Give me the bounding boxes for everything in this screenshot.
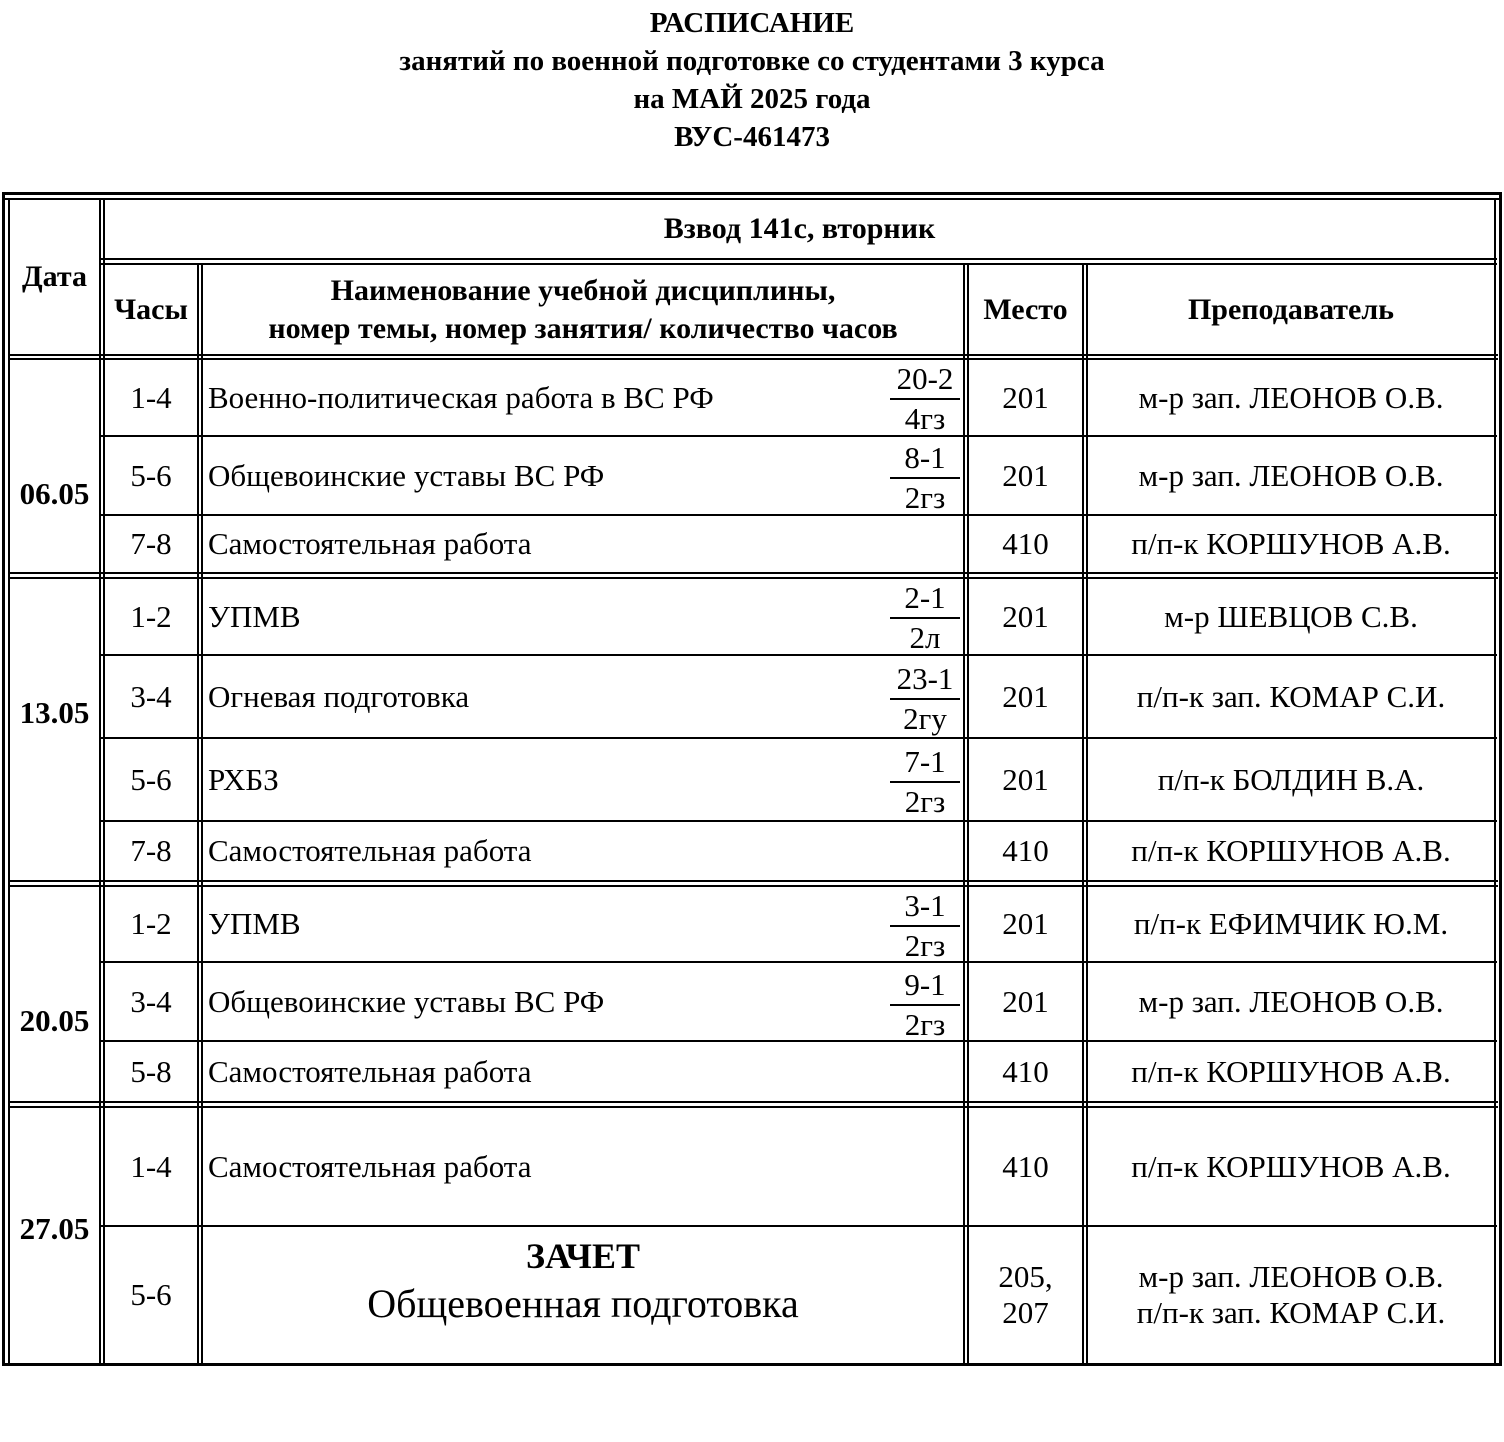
table-border — [201, 263, 203, 1363]
topic-number: 20-2 — [890, 360, 960, 400]
teacher-line-2: п/п-к зап. КОМАР С.И. — [1136, 1295, 1446, 1330]
table-border — [963, 263, 965, 1363]
subject-cell: Самостоятельная работа — [208, 1148, 532, 1184]
column-header-subject-line-2: номер темы, номер занятия/ количество часов — [268, 311, 898, 345]
room-cell: 410 — [1002, 833, 1049, 868]
column-header-date: Дата — [22, 260, 87, 293]
table-border — [2, 192, 5, 1366]
teacher-line-1: м-р зап. ЛЕОНОВ О.В. — [1138, 1259, 1444, 1294]
lesson-kind: 2гз — [904, 1007, 946, 1042]
room-cell: 201 — [1002, 379, 1049, 415]
date-cell: 27.05 — [19, 1210, 90, 1246]
table-border — [2, 1363, 1502, 1366]
teacher-cell — [1088, 1227, 1494, 1363]
topic-number: 2-1 — [890, 579, 960, 619]
hours-cell: 1-2 — [130, 598, 172, 634]
title-line-2: занятий по военной подготовке со студентами 3 курса — [399, 45, 1105, 77]
hours-cell: 5-6 — [130, 1277, 172, 1312]
teacher-cell: п/п-к зап. КОМАР С.И. — [1136, 678, 1446, 714]
exam-subject: Общевоенная подготовка — [367, 1281, 799, 1326]
hours-cell: 5-6 — [130, 457, 172, 493]
title-line-4: ВУС-461473 — [674, 121, 830, 153]
table-border — [197, 263, 199, 1363]
subject-cell: Огневая подготовка — [208, 678, 470, 714]
room-line-2: 207 — [1002, 1295, 1049, 1330]
hours-cell: 7-8 — [130, 526, 172, 561]
column-header-subject-line-1: Наименование учебной дисциплины, — [330, 273, 836, 307]
room-cell: 201 — [1002, 678, 1049, 714]
hours-cell: 3-4 — [130, 678, 172, 714]
title-line-1: РАСПИСАНИЕ — [649, 7, 855, 39]
teacher-cell: м-р зап. ЛЕОНОВ О.В. — [1138, 983, 1444, 1019]
date-cell: 20.05 — [19, 1003, 90, 1038]
column-header-subject — [203, 265, 963, 354]
teacher-cell: п/п-к ЕФИМЧИК Ю.М. — [1133, 906, 1449, 941]
topic-fraction — [890, 660, 960, 738]
subject-cell: Самостоятельная работа — [208, 833, 532, 868]
topic-number: 23-1 — [890, 660, 960, 700]
hours-cell: 5-6 — [130, 761, 172, 797]
teacher-cell: п/п-к БОЛДИН В.А. — [1157, 761, 1425, 797]
date-cell: 06.05 — [19, 476, 90, 511]
exam-cell — [203, 1227, 963, 1363]
topic-fraction — [890, 579, 960, 657]
date-cell: 13.05 — [19, 694, 90, 730]
title-line-3: на МАЙ 2025 года — [633, 83, 871, 115]
document-title — [0, 4, 1504, 156]
subject-cell: Общевоинские уставы ВС РФ — [208, 457, 605, 493]
room-cell: 410 — [1002, 526, 1049, 561]
room-cell: 410 — [1002, 1053, 1049, 1089]
table-border — [101, 258, 1497, 260]
topic-number: 8-1 — [890, 439, 960, 479]
subject-cell: Общевоинские уставы ВС РФ — [208, 983, 605, 1019]
subject-cell: РХБЗ — [208, 761, 279, 797]
subject-cell: УПМВ — [208, 598, 301, 634]
lesson-kind: 2гз — [904, 480, 946, 515]
teacher-cell: п/п-к КОРШУНОВ А.В. — [1131, 526, 1451, 561]
teacher-cell: п/п-к КОРШУНОВ А.В. — [1131, 1148, 1451, 1184]
subject-cell: УПМВ — [208, 906, 301, 941]
hours-cell: 3-4 — [130, 983, 172, 1019]
table-border — [8, 354, 1498, 356]
topic-fraction — [890, 743, 960, 821]
room-cell: 201 — [1002, 457, 1049, 493]
lesson-kind: 2гз — [904, 784, 946, 819]
room-line-1: 205, — [998, 1259, 1053, 1294]
column-header-hours: Часы — [114, 292, 188, 326]
teacher-cell: м-р зап. ЛЕОНОВ О.В. — [1138, 457, 1444, 493]
teacher-cell: п/п-к КОРШУНОВ А.В. — [1131, 833, 1451, 868]
room-cell: 201 — [1002, 598, 1049, 634]
hours-cell: 1-4 — [130, 1148, 172, 1184]
teacher-cell: м-р ШЕВЦОВ С.В. — [1164, 598, 1418, 634]
table-border — [2, 192, 1502, 195]
lesson-kind: 2гз — [904, 928, 946, 963]
table-border — [1494, 198, 1496, 1363]
topic-fraction — [890, 966, 960, 1044]
table-border — [99, 198, 101, 1363]
table-border — [1082, 263, 1084, 1363]
topic-fraction — [890, 887, 960, 965]
hours-cell: 5-8 — [130, 1053, 172, 1089]
topic-fraction — [890, 360, 960, 438]
column-header-teacher: Преподаватель — [1187, 292, 1395, 326]
table-border — [8, 880, 1498, 882]
topic-number: 7-1 — [890, 743, 960, 783]
table-border — [1499, 192, 1502, 1366]
table-border — [8, 572, 1498, 574]
hours-cell: 1-4 — [130, 379, 172, 415]
topic-fraction — [890, 439, 960, 517]
group-title: Взвод 141с, вторник — [663, 212, 936, 245]
teacher-cell: п/п-к КОРШУНОВ А.В. — [1131, 1053, 1451, 1089]
room-cell: 201 — [1002, 906, 1049, 941]
topic-number: 9-1 — [890, 966, 960, 1006]
lesson-kind: 2гу — [903, 701, 947, 736]
subject-cell: Военно-политическая работа в ВС РФ — [208, 379, 714, 415]
room-cell: 410 — [1002, 1148, 1049, 1184]
column-header-room: Место — [983, 292, 1068, 326]
lesson-kind: 4гз — [904, 401, 946, 436]
hours-cell: 1-2 — [130, 906, 172, 941]
topic-number: 3-1 — [890, 887, 960, 927]
room-cell: 201 — [1002, 983, 1049, 1019]
subject-cell: Самостоятельная работа — [208, 526, 532, 561]
room-cell — [969, 1227, 1082, 1363]
hours-cell: 7-8 — [130, 833, 172, 868]
table-border — [8, 1101, 1498, 1103]
lesson-kind: 2л — [909, 620, 941, 655]
room-cell: 201 — [1002, 761, 1049, 797]
exam-title: ЗАЧЕТ — [526, 1236, 640, 1276]
subject-cell: Самостоятельная работа — [208, 1053, 532, 1089]
teacher-cell: м-р зап. ЛЕОНОВ О.В. — [1138, 379, 1444, 415]
